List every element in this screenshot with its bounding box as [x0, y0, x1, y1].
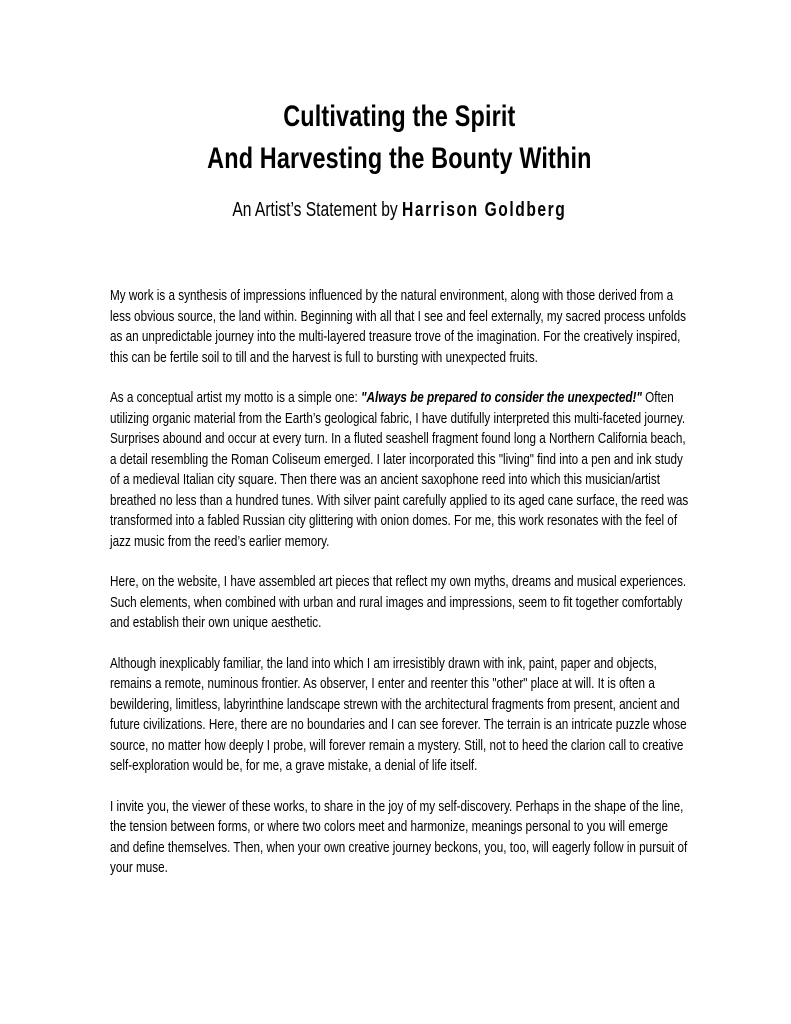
paragraph-2 [110, 388, 689, 552]
document-title [110, 96, 689, 180]
paragraph-2-pre: As a conceptual artist my motto is a simple one: [110, 389, 362, 406]
paragraph-5: I invite you, the viewer of these works, to share in the joy of my self-discovery. Perhaps in the shape of the line, the tension between forms, or where two colors meet and harmonize, meanings personal to you will emerge and define themselves. Then, when your own creative journey beckons, you, too, will eagerly follow in pursuit of your muse. [110, 797, 688, 876]
paragraph-3: Here, on the website, I have assembled art pieces that reflect my own myths, dreams and musical experiences. Such elements, when combined with urban and rural images and impressions, seem to fit together comfortably and establish their own unique aesthetic. [110, 573, 687, 631]
document-subtitle [110, 197, 689, 223]
paragraph-4: Although inexplicably familiar, the land into which I am irresistibly drawn with ink, paint, paper and objects, remains a remote, numinous frontier. As observer, I enter and reenter this "other" place at will. It is often a bewildering, limitless, labyrinthine landscape strewn with the architectural fragments from present, ancient and future civilizations. Here, there are no boundaries and I can see forever. The terrain is an intricate puzzle whose source, no matter how deeply I probe, will forever remain a mystery. Still, not to heed the clarion call to creative self-exploration would be, for me, a grave mistake, a denial of life itself. [110, 654, 687, 774]
title-line-1: Cultivating the Spirit [283, 100, 516, 133]
paragraph-1: My work is a synthesis of impressions influenced by the natural environment, along with those derived from a less obvious source, the land within. Beginning with all that I see and feel externally, my sacred process unfolds as an unpredictable journey into the multi-layered treasure trove of the imagination. For the creatively inspired, this can be fertile soil to till and the harvest is full to bursting with unexpected fruits. [110, 287, 687, 366]
motto-quote: "Always be prepared to consider the unexpected!" [361, 389, 642, 406]
title-line-2: And Harvesting the Bounty Within [207, 142, 592, 175]
paragraph-2-post: Often utilizing organic material from the Earth’s geological fabric, I have dutifully interpreted this multi-faceted journey. Surprises abound and occur at every turn. In a fluted seashell fragment found long a Northern California beach, a detail resembling the Roman Coliseum emerged. I later incorporated this "living" find into a pen and ink study of a medieval Italian city square. Then there was an ancient saxophone reed into which this musician/artist breathed no less than a hundred tunes. With silver paint carefully applied to its aged cane surface, the reed was transformed into a fabled Russian city glittering with onion domes. For me, this work resonates with the feel of jazz music from the reed’s earlier memory. [110, 389, 689, 550]
subtitle-prefix: An Artist’s Statement by [232, 199, 403, 221]
document-content [110, 0, 689, 899]
statement-body [110, 286, 689, 879]
author-name: Harrison Goldberg [402, 199, 567, 221]
